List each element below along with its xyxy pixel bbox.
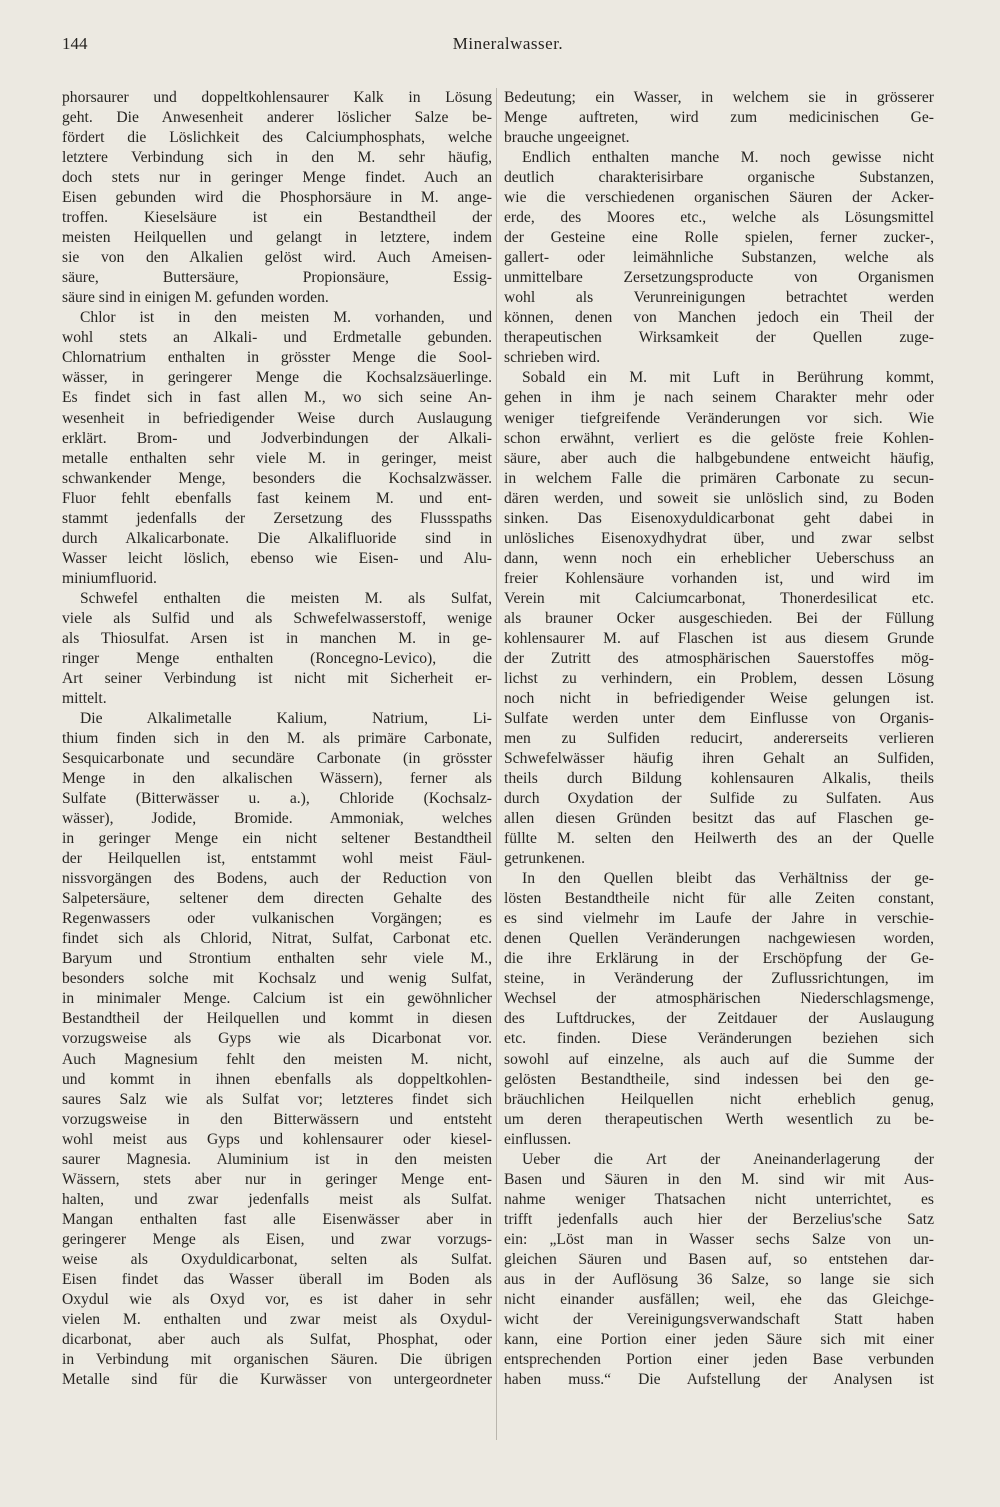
- text-line: in minimaler Menge. Calcium ist ein gewöhnlicher: [62, 990, 492, 1008]
- text-line: wohl als Verunreinigungen betrachtet werden: [504, 289, 934, 307]
- text-line: die ihre Erklärung in der Erschöpfung der Ge-: [504, 950, 934, 968]
- text-line: nicht einander ausfällen; weil, ehe das Gleichge-: [504, 1290, 934, 1308]
- text-line: wie die verschiedenen organischen Säuren der Acker-: [504, 189, 934, 207]
- text-line: wässer, in geringerer Menge die Kochsalzsäuerlinge.: [62, 369, 492, 387]
- text-line: vorzugsweise als Gyps wie als Dicarbonat vor.: [62, 1030, 492, 1048]
- text-line: Salpetersäure, seltener dem directen Gehalte des: [62, 890, 492, 908]
- text-line: Wässern, stets aber nur in geringer Menge ent-: [62, 1170, 492, 1188]
- text-line: in geringer Menge ein nicht seltener Bestandtheil: [62, 830, 492, 848]
- text-line: freier Kohlensäure vorhanden ist, und wird im: [504, 569, 934, 587]
- text-line: säure, aber auch die halbgebundene entweicht häufig,: [504, 449, 934, 467]
- text-line: Schwefelwässer häufig ihren Gehalt an Sulfiden,: [504, 750, 934, 768]
- text-line: in Verbindung mit organischen Säuren. Die übrigen: [62, 1350, 492, 1368]
- text-line: sie von den Alkalien gelöst wird. Auch Ameisen-: [62, 249, 492, 267]
- text-line: es sind vielmehr im Laufe der Jahre in verschie-: [504, 910, 934, 928]
- text-line: Chlornatrium enthalten in grösster Menge die Sool-: [62, 349, 492, 367]
- text-line: weniger tiefgreifende Veränderungen vor sich. Wie: [504, 409, 934, 427]
- text-line: thium finden sich in den M. als primäre Carbonate,: [62, 730, 492, 747]
- text-line: metalle enthalten sehr viele M. in geringer, meist: [62, 449, 492, 467]
- text-line: der Heilquellen ist, entstammt wohl meist Fäul-: [62, 850, 492, 868]
- text-line: trifft jedenfalls auch hier der Berzelius'sche Satz: [504, 1210, 934, 1228]
- text-line: als Thiosulfat. Arsen ist in manchen M. in ge-: [62, 629, 492, 647]
- text-line: Sulfate werden unter dem Einflusse von Organis-: [504, 709, 934, 727]
- text-line: Metalle sind für die Kurwässer von untergeordneter: [62, 1371, 492, 1388]
- text-line: findet sich als Chlorid, Nitrat, Sulfat, Carbonat etc.: [62, 930, 492, 948]
- text-line: unlösliches Eisenoxydhydrat über, und zwar selbst: [504, 529, 934, 547]
- text-line: theils durch Bildung kohlensauren Alkalis, theils: [504, 770, 934, 788]
- text-line: Fluor fehlt ebenfalls fast keinem M. und ent-: [62, 489, 492, 507]
- text-line: Wechsel der atmosphärischen Niederschlagsmenge,: [504, 990, 934, 1008]
- text-line: Baryum und Strontium enthalten sehr viele M.,: [62, 950, 492, 968]
- text-line: stammt jedenfalls der Zersetzung des Flussspaths: [62, 509, 492, 527]
- text-line: entsprechenden Portion einer jeden Base verbunden: [504, 1350, 934, 1368]
- text-line: miniumfluorid.: [62, 569, 157, 587]
- text-line: in welchem Falle die primären Carbonate zu secun-: [504, 469, 934, 487]
- text-line: haben muss.“ Die Aufstellung der Analysen ist: [504, 1371, 934, 1388]
- text-line: Chlor ist in den meisten M. vorhanden, und: [80, 309, 492, 327]
- text-line: schrieben wird.: [504, 349, 601, 367]
- text-line: vielen M. enthalten und zwar meist als Oxydul-: [62, 1310, 492, 1328]
- text-line: dären werden, und soweit sie unlöslich sind, zu Boden: [504, 489, 934, 507]
- text-line: Auch Magnesium fehlt den meisten M. nicht,: [62, 1050, 492, 1068]
- text-line: des Luftdruckes, der Zeitdauer der Auslaugung: [504, 1010, 934, 1028]
- text-line: lichst zu verhindern, ein Problem, dessen Lösung: [504, 669, 934, 687]
- text-line: weise als Oxyduldicarbonat, selten als Sulfat.: [62, 1250, 492, 1268]
- text-line: schon erwähnt, verliert es die gelöste freie Kohlen-: [504, 429, 934, 447]
- text-line: ein: „Löst man in Wasser sechs Salze von un-: [504, 1230, 934, 1248]
- page-number: 144: [62, 34, 88, 53]
- text-line: wohl meist aus Gyps und kohlensaurer oder kiesel-: [62, 1130, 492, 1148]
- text-line: kann, eine Portion einer jeden Säure sich mit einer: [504, 1330, 934, 1348]
- text-line: Endlich enthalten manche M. noch gewisse nicht: [522, 149, 934, 167]
- text-line: therapeutischen Wirksamkeit der Quellen zuge-: [504, 329, 934, 347]
- text-line: fördert die Löslichkeit des Calciumphosphats, welche: [62, 129, 492, 147]
- text-line: sinken. Das Eisenoxyduldicarbonat geht dabei in: [504, 509, 934, 527]
- text-line: können, denen von Manchen jedoch ein Theil der: [504, 309, 934, 327]
- text-line: gehen in ihm je nach seinem Charakter mehr oder: [504, 389, 934, 407]
- text-line: einflussen.: [504, 1130, 572, 1148]
- text-line: getrunkenen.: [504, 850, 585, 868]
- text-line: Wasser leicht löslich, ebenso wie Eisen- und Alu-: [62, 549, 492, 567]
- text-line: saurer Magnesia. Aluminium ist in den meisten: [62, 1150, 492, 1168]
- text-line: brauche ungeeignet.: [504, 129, 630, 147]
- text-line: wicht der Vereinigungsverwandschaft Statt haben: [504, 1310, 934, 1328]
- text-line: Art seiner Verbindung ist nicht mit Sicherheit er-: [62, 669, 492, 687]
- text-line: nissvorgängen des Bodens, auch der Reduction von: [62, 870, 492, 888]
- text-line: saures Salz wie als Sulfat vor; letzteres findet sich: [62, 1090, 492, 1108]
- text-line: aus in der Auflösung 36 Salze, so lange sie sich: [504, 1270, 934, 1288]
- text-line: füllte M. selten den Heilwerth des an der Quelle: [504, 830, 934, 848]
- text-line: Basen und Säuren in den M. sind wir mit Aus-: [504, 1170, 934, 1188]
- text-line: Sulfate (Bitterwässer u. a.), Chloride (Kochsalz-: [62, 790, 492, 808]
- text-line: In den Quellen bleibt das Verhältniss der ge-: [522, 870, 934, 888]
- text-line: dann, wenn noch ein erheblicher Ueberschuss an: [504, 549, 934, 567]
- text-line: Bedeutung; ein Wasser, in welchem sie in grösserer: [504, 89, 934, 106]
- text-line: sowohl auf einzelne, als auch auf die Summe der: [504, 1050, 934, 1068]
- text-line: troffen. Kieselsäure ist ein Bestandtheil der: [62, 209, 492, 227]
- text-line: gallert- oder leimähnliche Substanzen, welche als: [504, 249, 934, 267]
- text-line: Regenwassers oder vulkanischen Vorgängen; es: [62, 910, 492, 928]
- text-line: steine, in Veränderung der Zuflussrichtungen, im: [504, 970, 934, 988]
- text-line: ringer Menge enthalten (Roncegno-Levico), die: [62, 649, 492, 667]
- text-line: Eisen gebunden wird die Phosphorsäure in M. ange-: [62, 189, 492, 207]
- text-line: als brauner Ocker ausgeschieden. Bei der Füllung: [504, 609, 934, 627]
- text-line: schwankender Menge, besonders die Kochsalzwässer.: [62, 469, 492, 487]
- text-line: halten, und zwar jedenfalls meist als Sulfat.: [62, 1190, 492, 1208]
- text-line: der Gesteine eine Rolle spielen, ferner zucker-,: [504, 229, 934, 247]
- text-line: allen diesen Gründen besitzt das auf Flaschen ge-: [504, 810, 934, 828]
- text-line: viele als Sulfid und als Schwefelwasserstoff, wenige: [62, 609, 492, 627]
- text-line: und kommt in ihnen ebenfalls als doppeltkohlen-: [62, 1070, 492, 1088]
- text-line: durch Oxydation der Sulfide zu Sulfaten. Aus: [504, 790, 934, 808]
- text-line: doch stets nur in geringer Menge findet. Auch an: [62, 169, 492, 187]
- text-line: säure sind in einigen M. gefunden worden.: [62, 289, 329, 307]
- text-line: denen Quellen Veränderungen nachgewiesen worden,: [504, 930, 934, 948]
- page-header: [62, 34, 954, 58]
- left-text-column: [62, 88, 492, 1390]
- text-line: gleichen Säuren und Basen auf, so entstehen dar-: [504, 1250, 934, 1268]
- running-head: Mineralwasser.: [452, 34, 564, 53]
- text-line: Oxydul wie als Oxyd vor, es ist daher in sehr: [62, 1290, 492, 1308]
- text-line: Sesquicarbonate und secundäre Carbonate (in grösster: [62, 750, 492, 768]
- text-line: vorzugsweise in den Bitterwässern und entsteht: [62, 1110, 492, 1128]
- text-line: wohl stets an Alkali- und Erdmetalle gebunden.: [62, 329, 492, 347]
- text-line: um deren therapeutischen Werth wesentlich zu be-: [504, 1110, 934, 1128]
- text-line: Menge in den alkalischen Wässern), ferner als: [62, 770, 492, 788]
- text-line: nahme weniger Thatsachen nicht unterrichtet, es: [504, 1190, 934, 1208]
- text-line: Sobald ein M. mit Luft in Berührung kommt,: [522, 369, 934, 387]
- text-line: meisten Heilquellen und gelangt in letztere, indem: [62, 229, 492, 247]
- text-line: unmittelbare Zersetzungsproducte von Organismen: [504, 269, 934, 287]
- text-line: bräuchlichen Heilquellen nicht erheblich genug,: [504, 1090, 934, 1108]
- column-divider: [496, 88, 497, 1440]
- text-line: lösten Bestandtheile nicht für alle Zeiten constant,: [504, 890, 934, 908]
- text-line: noch nicht in befriedigender Weise gelungen ist.: [504, 689, 934, 707]
- text-line: deutlich charakterisirbare organische Substanzen,: [504, 169, 934, 187]
- text-line: gelösten Bestandtheile, sind indessen bei den ge-: [504, 1070, 934, 1088]
- text-line: geht. Die Anwesenheit anderer löslicher Salze be-: [62, 109, 492, 127]
- text-line: mittelt.: [62, 689, 107, 707]
- text-line: Die Alkalimetalle Kalium, Natrium, Li-: [80, 709, 492, 727]
- text-line: etc. finden. Diese Veränderungen beziehen sich: [504, 1030, 934, 1048]
- text-line: Verein mit Calciumcarbonat, Thonerdesilicat etc.: [504, 589, 934, 607]
- text-line: letztere Verbindung sich in den M. sehr häufig,: [62, 149, 492, 167]
- text-line: wesenheit in befriedigender Weise durch Auslaugung: [62, 409, 492, 427]
- text-line: Mangan enthalten fast alle Eisenwässer aber in: [62, 1210, 492, 1228]
- text-line: Eisen findet das Wasser überall im Boden als: [62, 1270, 492, 1288]
- text-line: besonders solche mit Kochsalz und wenig Sulfat,: [62, 970, 492, 988]
- text-line: phorsaurer und doppeltkohlensaurer Kalk in Lösung: [62, 89, 492, 106]
- text-line: men zu Sulfiden reducirt, andererseits verlieren: [504, 730, 934, 747]
- text-line: wässer), Jodide, Bromide. Ammoniak, welches: [62, 810, 492, 828]
- text-line: Ueber die Art der Aneinanderlagerung der: [522, 1150, 934, 1168]
- text-line: Es findet sich in fast allen M., wo sich seine An-: [62, 389, 492, 407]
- right-text-column: [504, 88, 934, 1390]
- text-line: der Zutritt des atmosphärischen Sauerstoffes mög-: [504, 649, 934, 667]
- text-line: erde, des Moores etc., welche als Lösungsmittel: [504, 209, 934, 227]
- text-line: kohlensaurer M. auf Flaschen ist aus diesem Grunde: [504, 629, 934, 647]
- text-line: Schwefel enthalten die meisten M. als Sulfat,: [80, 589, 492, 607]
- text-line: erklärt. Brom- und Jodverbindungen der Alkali-: [62, 429, 492, 447]
- text-line: Bestandtheil der Heilquellen und kommt in diesen: [62, 1010, 492, 1028]
- text-line: Menge auftreten, wird zum medicinischen Ge-: [504, 109, 934, 127]
- text-line: säure, Buttersäure, Propionsäure, Essig-: [62, 269, 492, 287]
- text-line: geringerer Menge als Eisen, und zwar vorzugs-: [62, 1230, 492, 1248]
- text-line: dicarbonat, aber auch als Sulfat, Phosphat, oder: [62, 1330, 492, 1348]
- text-line: durch Alkalicarbonate. Die Alkalifluoride sind in: [62, 529, 492, 547]
